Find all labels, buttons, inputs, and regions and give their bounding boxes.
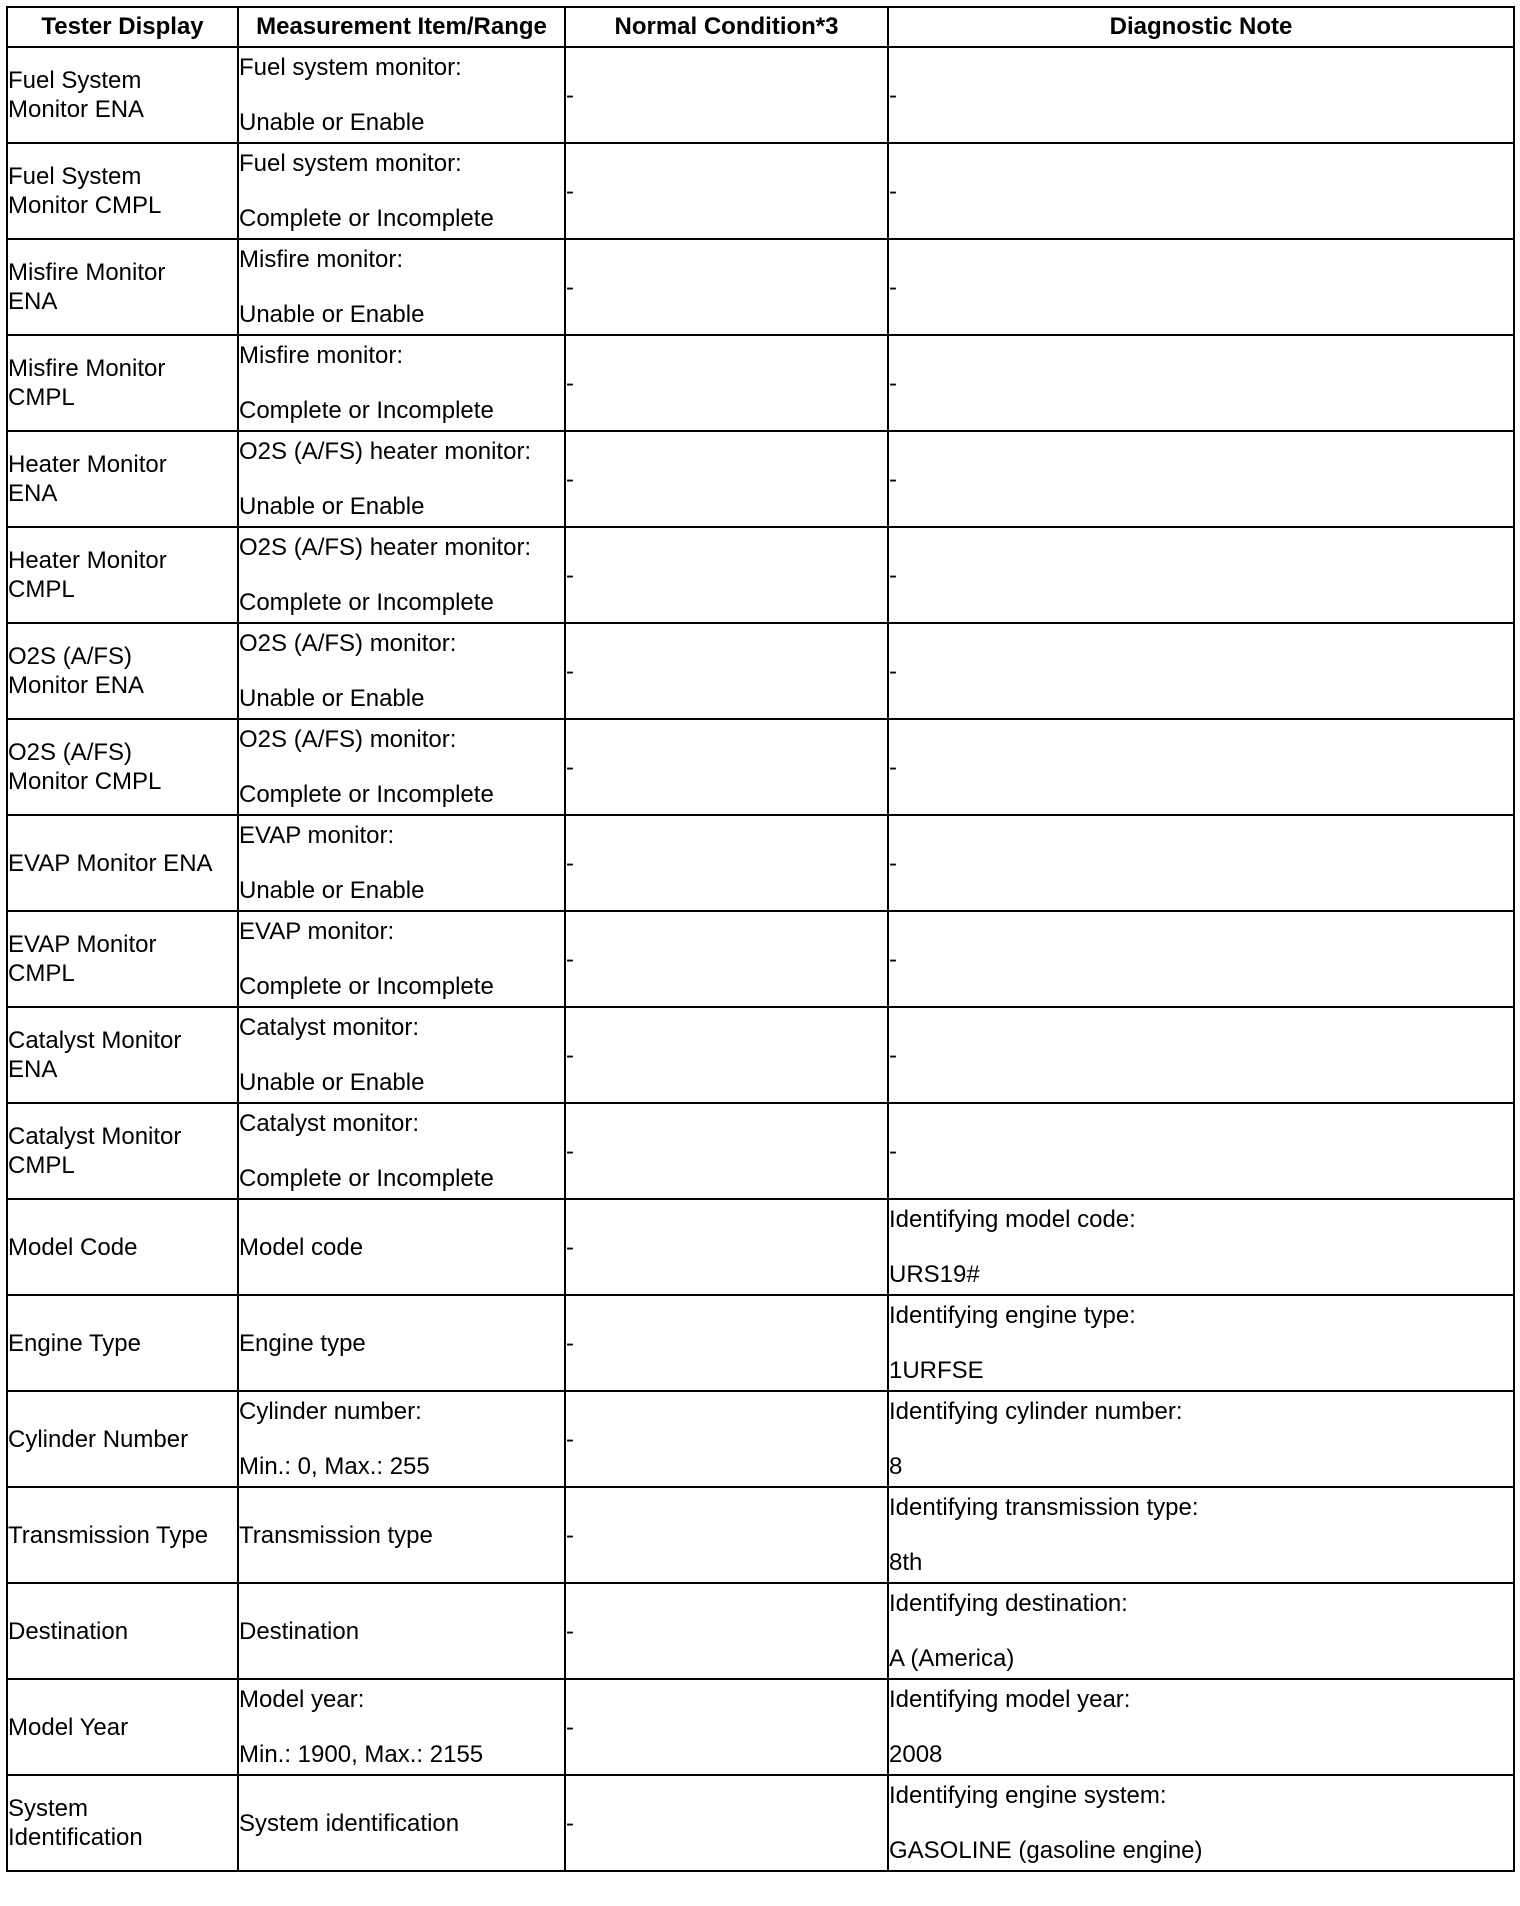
tester-display-label: Fuel System Monitor ENA [8,67,145,123]
measurement-item-line: EVAP monitor: [239,822,395,849]
measurement-item-line: System identification [239,1809,460,1837]
measurement-item-line: Unable or Enable [239,877,425,904]
diagnostic-note-line: URS19# [889,1261,980,1288]
diagnostic-note-line: A (America) [889,1645,1015,1672]
tester-display-label: EVAP Monitor CMPL [8,931,157,987]
tester-display-label: System Identification [8,1795,143,1851]
normal-condition-cell [565,815,888,911]
tester-display-label: Cylinder Number [8,1425,189,1453]
table-row [7,1103,1514,1199]
normal-condition-value: - [566,1329,574,1357]
measurement-item-line: Model code [239,1233,364,1261]
table-header-row [7,7,1514,47]
header-tester-display: Tester Display [7,7,238,47]
tester-display-cell [7,911,238,1007]
measurement-item-cell [238,1103,565,1199]
diagnostic-note-line: - [889,177,897,205]
measurement-item-cell [238,1583,565,1679]
diagnostic-note-line: 8 [889,1453,903,1480]
diagnostic-note-line: - [889,657,897,685]
diagnostic-note-line: - [889,369,897,397]
measurement-item-cell [238,815,565,911]
table-row [7,335,1514,431]
measurement-item-line: Complete or Incomplete [239,205,494,232]
normal-condition-value: - [566,81,574,109]
table-row [7,1199,1514,1295]
measurement-item-cell [238,1199,565,1295]
measurement-item-cell [238,1775,565,1871]
table-row [7,1775,1514,1871]
table-row [7,527,1514,623]
table-row [7,1487,1514,1583]
normal-condition-cell [565,1775,888,1871]
diagnostic-note-cell [888,1391,1514,1487]
tester-display-label: Heater Monitor ENA [8,451,167,507]
diagnostic-note-cell [888,527,1514,623]
tester-display-cell [7,335,238,431]
measurement-item-cell [238,1487,565,1583]
diagnostic-note-line: - [889,1137,897,1165]
diagnostic-note-line: 2008 [889,1741,943,1768]
tester-display-cell [7,143,238,239]
normal-condition-value: - [566,945,574,973]
normal-condition-value: - [566,1809,574,1837]
normal-condition-cell [565,239,888,335]
measurement-item-line: Catalyst monitor: [239,1110,420,1137]
data-list-table [6,6,1515,1872]
tester-display-label: Model Year [8,1713,129,1741]
measurement-item-line: Misfire monitor: [239,246,404,273]
tester-display-cell [7,1199,238,1295]
normal-condition-cell [565,1007,888,1103]
normal-condition-value: - [566,1041,574,1069]
diagnostic-note-line: 1URFSE [889,1357,984,1384]
measurement-item-line: Unable or Enable [239,1069,425,1096]
diagnostic-note-cell [888,911,1514,1007]
normal-condition-cell [565,47,888,143]
tester-display-label: Transmission Type [8,1521,209,1549]
diagnostic-note-cell [888,815,1514,911]
diagnostic-note-line: - [889,849,897,877]
tester-display-label: Heater Monitor CMPL [8,547,167,603]
normal-condition-value: - [566,1713,574,1741]
normal-condition-value: - [566,657,574,685]
diagnostic-note-line: Identifying engine system: [889,1782,1167,1809]
tester-display-label: Misfire Monitor ENA [8,259,166,315]
header-diagnostic-note: Diagnostic Note [888,7,1514,47]
normal-condition-value: - [566,753,574,781]
tester-display-cell [7,815,238,911]
measurement-item-cell [238,143,565,239]
measurement-item-line: O2S (A/FS) monitor: [239,726,457,753]
tester-display-cell [7,623,238,719]
diagnostic-note-cell [888,1103,1514,1199]
diagnostic-note-line: - [889,465,897,493]
table-row [7,1007,1514,1103]
measurement-item-line: Min.: 0, Max.: 255 [239,1453,430,1480]
diagnostic-note-cell [888,1199,1514,1295]
measurement-item-line: Fuel system monitor: [239,150,462,177]
diagnostic-note-cell [888,47,1514,143]
measurement-item-line: Destination [239,1617,360,1645]
measurement-item-cell [238,1679,565,1775]
diagnostic-note-line: Identifying cylinder number: [889,1398,1183,1425]
diagnostic-note-line: - [889,753,897,781]
measurement-item-cell [238,47,565,143]
table-row [7,1679,1514,1775]
tester-display-cell [7,239,238,335]
measurement-item-cell [238,431,565,527]
measurement-item-line: Model year: [239,1686,365,1713]
diagnostic-note-line: - [889,273,897,301]
measurement-item-line: Catalyst monitor: [239,1014,420,1041]
measurement-item-cell [238,719,565,815]
tester-display-label: O2S (A/FS) Monitor ENA [8,643,145,699]
normal-condition-cell [565,1487,888,1583]
measurement-item-line: O2S (A/FS) heater monitor: [239,534,532,561]
tester-display-label: Model Code [8,1233,138,1261]
measurement-item-line: Min.: 1900, Max.: 2155 [239,1741,484,1768]
measurement-item-line: Complete or Incomplete [239,589,494,616]
tester-display-cell [7,1295,238,1391]
measurement-item-cell [238,623,565,719]
diagnostic-note-cell [888,239,1514,335]
measurement-item-line: Unable or Enable [239,685,425,712]
measurement-item-line: Complete or Incomplete [239,1165,494,1192]
normal-condition-cell [565,1199,888,1295]
normal-condition-cell [565,1583,888,1679]
diagnostic-note-line: - [889,1041,897,1069]
diagnostic-note-line: - [889,561,897,589]
measurement-item-line: Fuel system monitor: [239,54,462,81]
normal-condition-cell [565,1679,888,1775]
diagnostic-note-line: Identifying model year: [889,1686,1131,1713]
header-measurement-item: Measurement Item/Range [238,7,565,47]
normal-condition-value: - [566,849,574,877]
diagnostic-note-cell [888,1775,1514,1871]
table-row [7,239,1514,335]
tester-display-cell [7,47,238,143]
measurement-item-line: Complete or Incomplete [239,397,494,424]
diagnostic-note-line: GASOLINE (gasoline engine) [889,1837,1203,1864]
tester-display-label: Misfire Monitor CMPL [8,355,166,411]
diagnostic-note-line: - [889,81,897,109]
normal-condition-cell [565,623,888,719]
table-row [7,47,1514,143]
tester-display-cell [7,1583,238,1679]
table-row [7,1391,1514,1487]
normal-condition-cell [565,911,888,1007]
normal-condition-value: - [566,1521,574,1549]
measurement-item-line: Complete or Incomplete [239,781,494,808]
measurement-item-line: O2S (A/FS) heater monitor: [239,438,532,465]
diagnostic-note-line: Identifying destination: [889,1590,1128,1617]
measurement-item-line: Unable or Enable [239,301,425,328]
normal-condition-value: - [566,561,574,589]
tester-display-cell [7,1487,238,1583]
tester-display-cell [7,431,238,527]
measurement-item-cell [238,1295,565,1391]
tester-display-label: Engine Type [8,1329,141,1357]
measurement-item-line: Misfire monitor: [239,342,404,369]
diagnostic-note-line: Identifying engine type: [889,1302,1136,1329]
measurement-item-line: Complete or Incomplete [239,973,494,1000]
diagnostic-note-cell [888,1007,1514,1103]
measurement-item-line: Unable or Enable [239,109,425,136]
tester-display-cell [7,1775,238,1871]
table-row [7,1295,1514,1391]
measurement-item-line: Transmission type [239,1521,433,1549]
normal-condition-value: - [566,369,574,397]
diagnostic-note-cell [888,335,1514,431]
normal-condition-value: - [566,465,574,493]
normal-condition-cell [565,719,888,815]
tester-display-label: Destination [8,1617,129,1645]
table-row [7,431,1514,527]
normal-condition-cell [565,143,888,239]
table-row [7,815,1514,911]
diagnostic-note-cell [888,1679,1514,1775]
diagnostic-note-line: - [889,945,897,973]
measurement-item-cell [238,911,565,1007]
measurement-item-cell [238,1007,565,1103]
diagnostic-note-cell [888,1583,1514,1679]
diagnostic-note-cell [888,719,1514,815]
tester-display-cell [7,719,238,815]
tester-display-label: O2S (A/FS) Monitor CMPL [8,739,162,795]
tester-display-cell [7,1391,238,1487]
measurement-item-line: EVAP monitor: [239,918,395,945]
tester-display-label: Catalyst Monitor CMPL [8,1123,182,1179]
normal-condition-value: - [566,177,574,205]
table-row [7,719,1514,815]
measurement-item-cell [238,239,565,335]
measurement-item-cell [238,527,565,623]
diagnostic-note-cell [888,1487,1514,1583]
normal-condition-value: - [566,1137,574,1165]
table-row [7,1583,1514,1679]
table-row [7,623,1514,719]
table-row [7,143,1514,239]
measurement-item-line: Unable or Enable [239,493,425,520]
tester-display-label: Catalyst Monitor ENA [8,1027,182,1083]
diagnostic-note-line: Identifying model code: [889,1206,1136,1233]
table-row [7,911,1514,1007]
normal-condition-cell [565,335,888,431]
normal-condition-cell [565,1103,888,1199]
tester-display-label: Fuel System Monitor CMPL [8,163,162,219]
measurement-item-line: O2S (A/FS) monitor: [239,630,457,657]
diagnostic-note-cell [888,143,1514,239]
tester-display-cell [7,1679,238,1775]
normal-condition-cell [565,431,888,527]
normal-condition-value: - [566,1617,574,1645]
diagnostic-note-line: 8th [889,1549,923,1576]
measurement-item-line: Cylinder number: [239,1398,422,1425]
diagnostic-note-cell [888,1295,1514,1391]
normal-condition-cell [565,1391,888,1487]
measurement-item-cell [238,1391,565,1487]
tester-display-label: EVAP Monitor ENA [8,849,213,877]
measurement-item-cell [238,335,565,431]
diagnostic-note-line: Identifying transmission type: [889,1494,1199,1521]
tester-display-cell [7,1103,238,1199]
normal-condition-value: - [566,1425,574,1453]
tester-display-cell [7,1007,238,1103]
normal-condition-value: - [566,1233,574,1261]
normal-condition-cell [565,1295,888,1391]
normal-condition-cell [565,527,888,623]
diagnostic-note-cell [888,431,1514,527]
normal-condition-value: - [566,273,574,301]
tester-display-cell [7,527,238,623]
measurement-item-line: Engine type [239,1329,366,1357]
header-normal-condition: Normal Condition*3 [565,7,888,47]
diagnostic-note-cell [888,623,1514,719]
